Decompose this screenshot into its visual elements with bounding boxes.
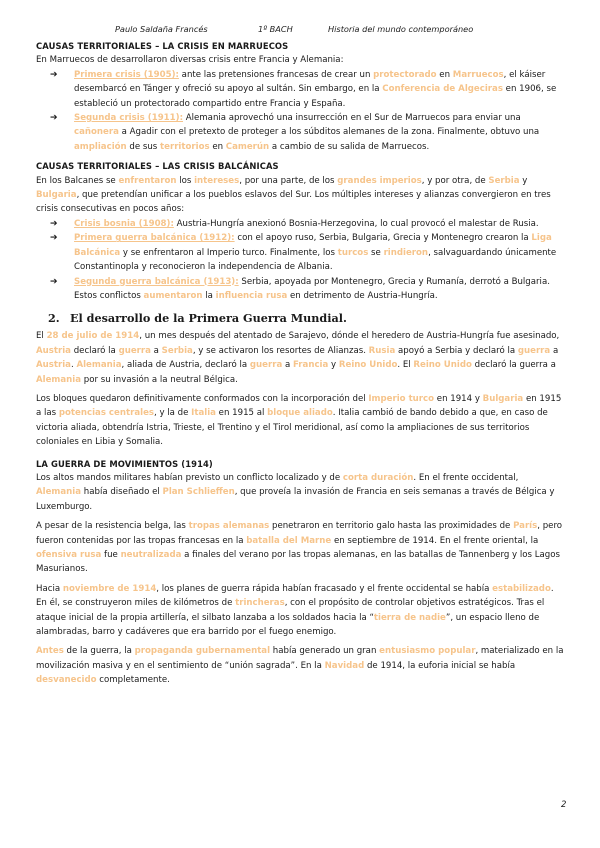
list-item xyxy=(36,217,566,231)
keyword: Segunda guerra balcánica (1913): xyxy=(74,276,239,287)
text: , el káiser desembarcó en Tánger y ofreció su apoyo al sultán. Sin embargo, en la xyxy=(74,69,546,95)
document-body xyxy=(36,39,566,688)
arrow-icon: ➔ xyxy=(50,69,58,80)
list-item xyxy=(36,231,566,274)
text: . Italia cambió de bando debido a que, en caso de victoria aliada, obtendría Istria, Trieste, el Trentino y el Tirol meridional, así como la ampliaciones de sus territorios coloniales en Libia y Somalia. xyxy=(36,408,548,448)
text: declaró la xyxy=(70,345,119,356)
paragraph xyxy=(36,174,566,217)
text: , por una parte, de los xyxy=(239,175,338,186)
text: había generado un gran xyxy=(270,646,380,657)
text: a cambio de su salida de Marruecos. xyxy=(269,141,430,152)
keyword: Bulgaria xyxy=(482,393,524,404)
keyword: guerra xyxy=(517,345,551,356)
section-title-movimientos: LA GUERRA DE MOVIMIENTOS (1914) xyxy=(36,458,213,469)
keyword: Alemania xyxy=(36,487,82,498)
chapter-number: 2. xyxy=(48,311,60,326)
keyword: Rusia xyxy=(368,345,396,356)
text: de la guerra, la xyxy=(63,646,135,657)
text: y se enfrentaron al Imperio turco. Finalmente, los xyxy=(120,247,338,258)
paragraph xyxy=(36,392,566,450)
text: por su invasión a la neutral Bélgica. xyxy=(81,374,238,385)
text: , que pretendían unificar a los pueblos eslavos del Sur. Los múltiples intereses y alianzas convergieron en tres crisis consecutivas en pocos años: xyxy=(36,190,551,215)
keyword: guerra xyxy=(249,360,283,371)
paragraph: En Marruecos de desarrollaron diversas crisis entre Francia y Alemania: xyxy=(36,55,344,66)
text: en xyxy=(209,141,226,152)
keyword: grandes imperios xyxy=(337,175,422,186)
text: en 1906, se estableció un protectorado compartido entre Francia y España. xyxy=(74,84,557,109)
text: completamente. xyxy=(96,675,170,686)
keyword: rindieron xyxy=(383,247,429,258)
arrow-icon: ➔ xyxy=(50,113,58,124)
text: había diseñado el xyxy=(81,487,163,498)
text: , salvaguardando únicamente Constantinopla y reconocieron la independencia de Albania. xyxy=(74,247,557,273)
list-item xyxy=(36,275,566,304)
text: a Agadir con el pretexto de proteger a los súbditos alemanes de la zona. Finalmente, obtuvo una xyxy=(118,127,540,138)
text: los xyxy=(176,175,195,186)
keyword: corta duración xyxy=(342,472,414,483)
text: , que proveía la invasión de Francia en seis semanas a través de Bélgica y Luxemburgo. xyxy=(36,487,555,512)
text: A pesar de la resistencia belga, las xyxy=(36,521,189,532)
text: Hacia xyxy=(36,583,63,594)
text: a finales del verano por las tropas alemanas, en las batallas de Tannenberg y los Lagos Masurianos. xyxy=(36,550,560,575)
text: . xyxy=(70,360,77,371)
keyword: trincheras xyxy=(235,598,285,609)
keyword: Segunda crisis (1911): xyxy=(74,113,184,124)
keyword: Reino Unido xyxy=(338,360,398,371)
text: Serbia, apoyada por Montenegro, Grecia y Rumanía, derrotó a Bulgaria. Estos conflictos xyxy=(74,276,550,301)
text: En los Balcanes se xyxy=(36,175,119,186)
text: Los bloques quedaron definitivamente conformados con la incorporación del xyxy=(36,393,369,404)
text: en detrimento de Austria-Hungría. xyxy=(287,290,438,301)
arrow-icon: ➔ xyxy=(50,218,58,229)
arrow-icon: ➔ xyxy=(50,276,58,287)
text: , los planes de guerra rápida habían fracasado y el frente occidental se había xyxy=(156,583,493,594)
text: penetraron en territorio galo hasta las proximidades de xyxy=(269,521,514,532)
keyword: turcos xyxy=(337,247,369,258)
text: a xyxy=(150,345,162,356)
keyword: Serbia xyxy=(488,175,520,186)
chapter-heading xyxy=(36,311,566,326)
text: a xyxy=(282,360,293,371)
text: . En él, se construyeron miles de kilómetros de xyxy=(36,583,554,609)
text: . El xyxy=(397,360,414,371)
text: , y la de xyxy=(154,408,192,419)
text: fue xyxy=(101,550,121,560)
keyword: neutralizada xyxy=(120,550,182,560)
keyword: Camerún xyxy=(225,141,270,152)
keyword: Navidad xyxy=(324,660,365,671)
keyword: aumentaron xyxy=(143,290,203,301)
keyword: Reino Unido xyxy=(413,360,472,371)
header-subject: Historia del mundo contemporáneo xyxy=(328,24,474,34)
text: se xyxy=(368,247,384,258)
text: El xyxy=(36,331,47,342)
keyword: ofensiva rusa xyxy=(36,550,102,560)
keyword: Imperio turco xyxy=(368,393,435,404)
text: , y se activaron los resortes de Alianzas. xyxy=(192,345,369,356)
text: en 1914 y xyxy=(434,393,483,404)
paragraph xyxy=(36,471,566,514)
text: ”, un espacio lleno de alambradas, barro y cadáveres que era barrido por el fuego enemigo. xyxy=(36,612,540,638)
text: a xyxy=(550,345,559,356)
keyword: Bulgaria xyxy=(36,190,77,201)
keyword: estabilizado xyxy=(492,583,551,594)
keyword: Francia xyxy=(292,360,329,371)
page-number: 2 xyxy=(561,800,567,810)
text: , con el propósito de controlar objetivos estratégicos. Tras el ataque inicial de la propia artillería, el silbato lanzaba a los soldados hacia la “ xyxy=(36,598,545,623)
keyword: entusiasmo popular xyxy=(379,646,476,657)
keyword: noviembre de 1914 xyxy=(62,583,157,594)
text: , aliada de Austria, declaró la xyxy=(121,360,250,371)
text: , y por otra, de xyxy=(421,175,489,186)
bullet-list xyxy=(36,217,566,303)
header-course: 1º BACH xyxy=(258,24,293,34)
keyword: territorios xyxy=(160,141,210,152)
text: Alemania aprovechó una insurrección en el Sur de Marruecos para enviar una xyxy=(183,113,521,124)
keyword: propaganda gubernamental xyxy=(134,646,271,657)
text: . En el frente occidental, xyxy=(413,472,519,483)
text: , pero fueron contenidas por las tropas francesas en la xyxy=(36,521,563,546)
text: apoyó a Serbia y declaró la xyxy=(395,345,518,356)
keyword: París xyxy=(513,521,538,532)
list-item xyxy=(36,68,566,111)
text: con el apoyo ruso, Serbia, Bulgaria, Grecia y Montenegro crearon la xyxy=(234,233,532,244)
keyword: batalla del Marne xyxy=(246,535,332,546)
list-item xyxy=(36,111,566,154)
text: de sus xyxy=(126,141,161,152)
chapter-title: El desarrollo de la Primera Guerra Mundial. xyxy=(70,311,347,326)
keyword: protectorado xyxy=(373,69,437,80)
text: en 1915 al xyxy=(215,408,268,419)
keyword: ampliación xyxy=(74,141,127,152)
text: y xyxy=(328,360,339,371)
keyword: potencias centrales xyxy=(58,408,155,419)
text: , materializado en la movilización masiva y en el sentimiento de “unión sagrada”. En la xyxy=(36,646,564,671)
keyword: enfrentaron xyxy=(118,175,177,186)
keyword: 28 de julio de 1914 xyxy=(46,331,140,342)
keyword: Crisis bosnia (1908): xyxy=(74,218,174,229)
text: la xyxy=(202,290,216,301)
keyword: tierra de nadie xyxy=(373,612,446,623)
section-title-marruecos: CAUSAS TERRITORIALES – LA CRISIS EN MARRUECOS xyxy=(36,41,289,51)
text: declaró la guerra a xyxy=(471,360,556,371)
text: en xyxy=(436,69,453,80)
keyword: Austria xyxy=(36,345,71,356)
header-author: Paulo Saldaña Francés xyxy=(115,24,208,34)
keyword: bloque aliado xyxy=(267,408,333,419)
text: , un mes después del atentado de Sarajevo, dónde el heredero de Austria-Hungría fue asesinado, xyxy=(139,331,560,342)
text: de 1914, la euforia inicial se había xyxy=(364,660,516,671)
keyword: Primera guerra balcánica (1912): xyxy=(74,233,235,244)
keyword: Plan Schlieffen xyxy=(162,487,235,498)
keyword: Primera crisis (1905): xyxy=(74,69,179,80)
keyword: Serbia xyxy=(161,345,193,356)
paragraph xyxy=(36,582,566,640)
arrow-icon: ➔ xyxy=(50,233,58,244)
text: ante las pretensiones francesas de crear un xyxy=(178,69,374,80)
text: en 1915 a las xyxy=(36,393,562,419)
bullet-list xyxy=(36,68,566,154)
keyword: Austria xyxy=(36,360,71,371)
text: Los altos mandos militares habían previsto un conflicto localizado y de xyxy=(36,472,343,483)
paragraph xyxy=(36,329,566,387)
keyword: Alemania xyxy=(36,374,82,385)
keyword: desvanecido xyxy=(36,675,97,686)
paragraph xyxy=(36,519,566,577)
text: Austria-Hungría anexionó Bosnia-Herzegovina, lo cual provocó el malestar de Rusia. xyxy=(173,218,539,229)
keyword: guerra xyxy=(118,345,151,356)
keyword: Antes xyxy=(36,646,64,657)
keyword: Liga Balcánica xyxy=(74,233,552,258)
text: en septiembre de 1914. En el frente oriental, la xyxy=(331,535,539,546)
keyword: intereses xyxy=(194,175,240,186)
keyword: Conferencia de Algeciras xyxy=(382,84,503,95)
keyword: tropas alemanas xyxy=(188,521,270,532)
keyword: Marruecos xyxy=(452,69,504,80)
section-title-balcanes: CAUSAS TERRITORIALES – LAS CRISIS BALCÁNICAS xyxy=(36,161,279,172)
paragraph xyxy=(36,644,566,687)
text: y xyxy=(519,175,528,186)
keyword: cañonera xyxy=(74,127,119,138)
keyword: Alemania xyxy=(76,360,122,371)
keyword: Italia xyxy=(191,408,216,419)
keyword: influencia rusa xyxy=(215,290,288,301)
